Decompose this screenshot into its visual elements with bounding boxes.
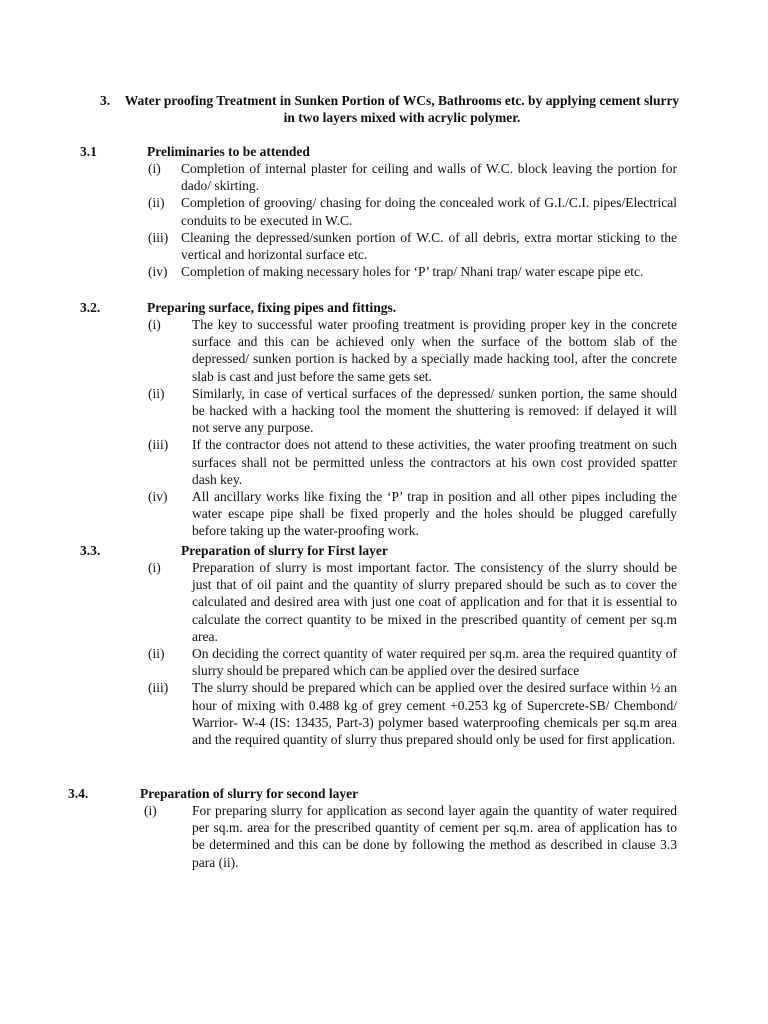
item-number: (ii)	[148, 385, 165, 401]
section-3-3	[0, 542, 768, 748]
item-number: (i)	[144, 803, 157, 818]
item-text: For preparing slurry for application as second layer again the quantity of water required per sq.m. area for the prescribed quantity of cement per sq.m. area of application has to be determined and this can be done by following the method as described in clause 3.3 para (ii).	[192, 803, 677, 870]
list-item	[148, 229, 677, 263]
item-number: (i)	[148, 161, 161, 176]
section-title: Preparation of slurry for second layer	[140, 786, 359, 801]
title-number: 3.	[100, 93, 111, 108]
section-3-4	[0, 785, 768, 871]
item-text: Cleaning the depressed/sunken portion of W.C. of all debris, extra mortar sticking to the vertical and horizontal surface etc.	[181, 229, 677, 263]
list-item	[148, 559, 677, 645]
list-item	[148, 679, 677, 748]
item-number: (i)	[148, 317, 161, 332]
list-item	[148, 160, 677, 194]
section-number: 3.1	[80, 144, 97, 159]
item-number: (iv)	[148, 264, 168, 280]
item-number: (iii)	[148, 680, 169, 696]
item-number: (iv)	[148, 489, 168, 505]
list-item	[148, 385, 677, 437]
title-text: Water proofing Treatment in Sunken Portion of WCs, Bathrooms etc. by applying cement slurry in two layers mixed with acrylic polymer.	[124, 93, 680, 125]
section-3-1	[0, 143, 768, 280]
section-title: Preparation of slurry for First layer	[181, 543, 388, 558]
item-text: Similarly, in case of vertical surfaces of the depressed/ sunken portion, the same should be hacked with a hacking tool the moment the shuttering is removed: if delayed it will not serve any purpose.	[192, 385, 677, 436]
item-text: If the contractor does not attend to these activities, the water proofing treatment on such surfaces shall not be permitted unless the contractors at his own cost provided spatter dash key.	[192, 437, 677, 487]
item-text: All ancillary works like fixing the ‘P’ trap in position and all other pipes including the water escape pipe shall be fixed properly and the holes should be plugged carefully before taking up the water-proofing work.	[192, 489, 677, 539]
item-text: The slurry should be prepared which can be applied over the desired surface within ½ an hour of mixing with 0.488 kg of grey cement +0.253 kg of Supercrete-SB/ Chembond/ Warrior- W-4 (IS: 13435, Part-3) polymer based waterproofing chemicals per sq.m area and the required quantity of slurry thus prepared should only be used for first application.	[192, 680, 677, 748]
item-number: (i)	[148, 560, 161, 575]
list-item	[144, 802, 677, 871]
item-text: On deciding the correct quantity of water required per sq.m. area the required quantity of slurry should be prepared which can be applied over the desired surface	[192, 646, 677, 679]
item-number: (ii)	[148, 646, 165, 662]
section-heading	[0, 143, 768, 160]
section-number: 3.4.	[68, 786, 89, 801]
list-item	[148, 316, 677, 385]
item-number: (iii)	[148, 437, 169, 453]
list-item	[148, 263, 677, 280]
item-number: (ii)	[148, 195, 165, 211]
item-text: Completion of internal plaster for ceiling and walls of W.C. block leaving the portion for dado/ skirting.	[181, 161, 677, 194]
item-text: Completion of making necessary holes for ‘P’ trap/ Nhani trap/ water escape pipe etc.	[181, 264, 644, 280]
item-text: Completion of grooving/ chasing for doing the concealed work of G.I./C.I. pipes/Electrical conduits to be executed in W.C.	[181, 195, 677, 228]
list-item	[148, 488, 677, 540]
section-3-2	[0, 299, 768, 540]
document-title	[100, 92, 680, 126]
section-heading	[0, 542, 768, 559]
list-item	[148, 645, 677, 679]
section-title: Preliminaries to be attended	[147, 144, 310, 159]
section-title: Preparing surface, fixing pipes and fittings.	[147, 300, 397, 315]
item-text: Preparation of slurry is most important factor. The consistency of the slurry should be just that of oil paint and the quantity of slurry prepared should be such as to cover the calculated and desired area with just one coat of application and for that it is essential to calculate the correct quantity to be mixed in the prescribed quantity of cement per sq.m area.	[192, 560, 677, 644]
section-number: 3.2.	[80, 300, 101, 315]
section-heading	[0, 785, 768, 802]
section-number: 3.3.	[80, 543, 101, 558]
list-item	[148, 436, 677, 488]
item-text: The key to successful water proofing treatment is providing proper key in the concrete surface and this can be achieved only when the surface of the bottom slab of the depressed/ sunken portion is hacked by a specially made hacking tool, after the concrete slab is cast and just before the same gets set.	[192, 317, 677, 384]
section-heading	[0, 299, 768, 316]
list-item	[148, 194, 677, 228]
item-number: (iii)	[148, 229, 169, 245]
